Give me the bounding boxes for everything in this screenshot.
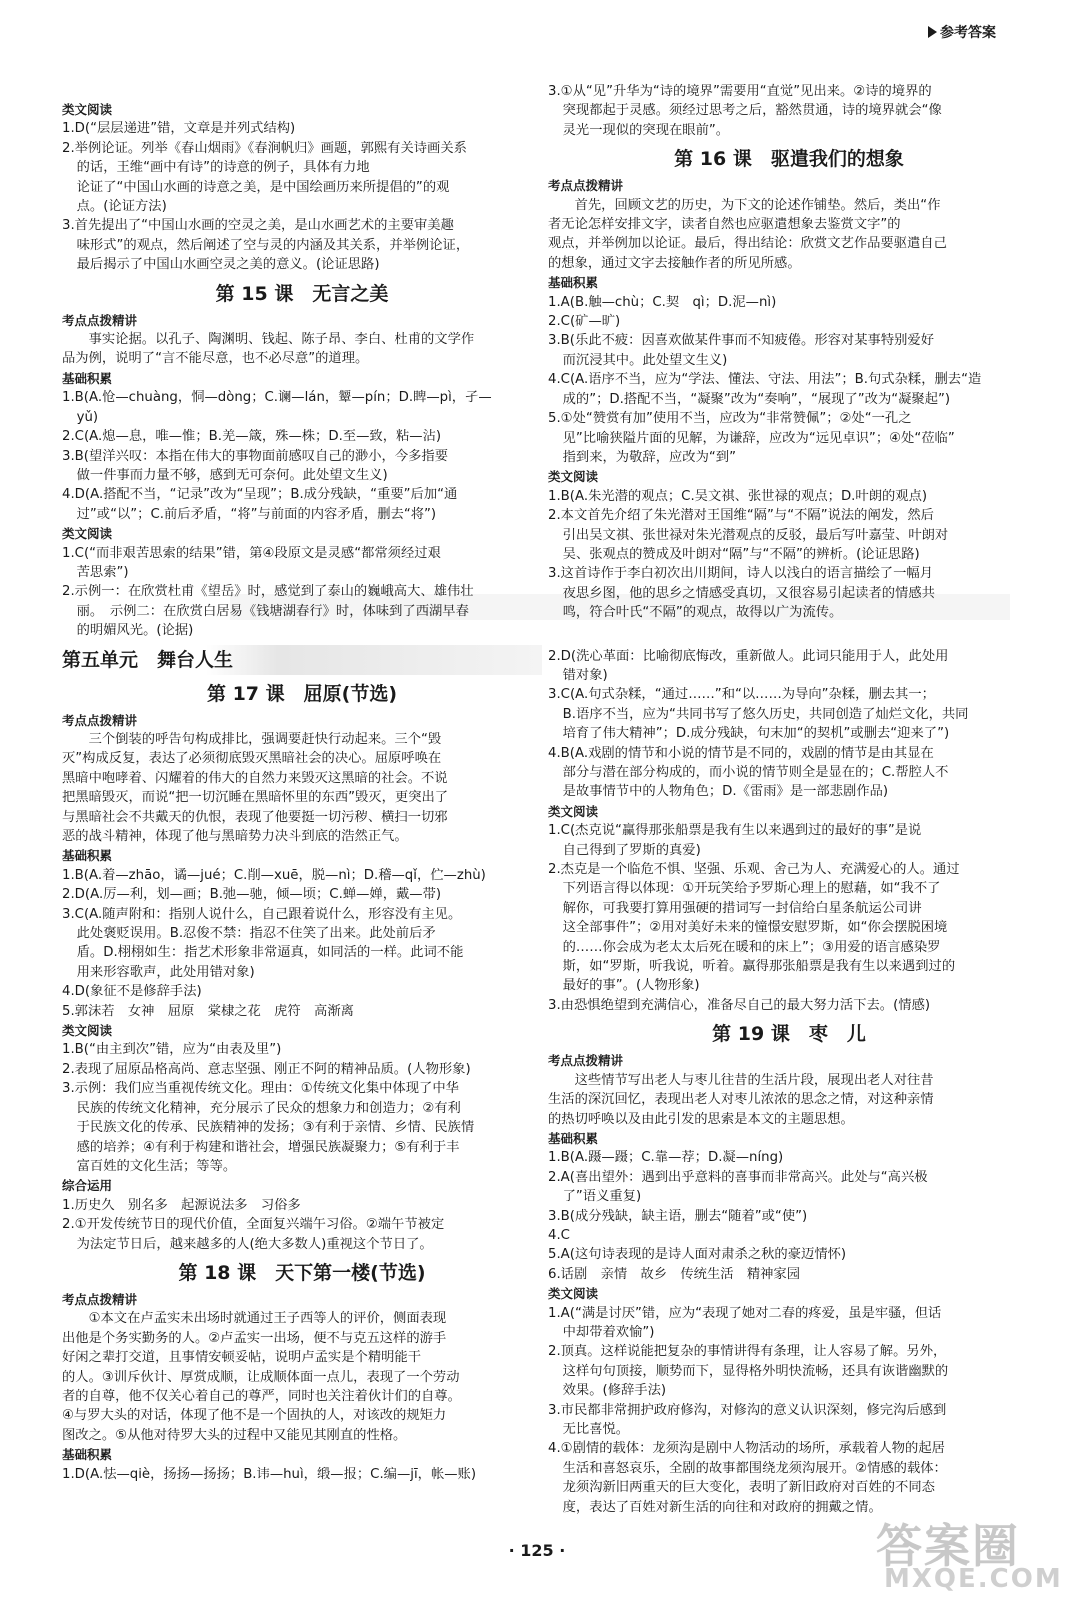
section-heading: 类文阅读 xyxy=(548,803,599,819)
answer-line-cont: 民族的传统文化精神，充分展示了民众的想象力和创造力；②有利 xyxy=(76,1100,461,1116)
section-heading: 类文阅读 xyxy=(62,102,113,117)
answer-line-cont: 生活和喜怒哀乐，全剧的故事都围绕龙须沟展开。②情感的载体： xyxy=(562,1460,947,1476)
answer-line-cont: 而沉浸其中。此处望文生义) xyxy=(562,352,728,368)
answer-line-cont: 于民族文化的传承、民族精神的发扬；③有利于亲情、乡情、民族情 xyxy=(76,1120,475,1136)
answer-line: 与黑暗社会不共戴天的仇恨，表现了他要挺一切污秽、横扫一切邪 xyxy=(62,809,448,825)
section-heading: 基础积累 xyxy=(62,1447,113,1463)
answer-line: 3.示例：我们应当重视传统文化。理由：①传统文化集中体现了中华 xyxy=(62,1081,459,1097)
answer-line-cont: 引出吴文祺、张世禄对朱光潜观点的反驳，最后写叶嘉莹、叶朗对 xyxy=(562,527,949,543)
section-heading: 考点点拨精讲 xyxy=(548,1053,624,1069)
answer-line: 2.C(A.熄—息，唯—惟；B.羌—箴，殊—株；D.至—致，粘—沾) xyxy=(62,429,442,445)
spacer xyxy=(548,623,1030,647)
answer-line: 3.C(A.句式杂糅，“通过……”和“以……为导向”杂糅，删去其一； xyxy=(548,687,935,703)
answer-line: 者的自尊，他不仅关心着自己的尊严，同时也关注着伙计们的自尊。 xyxy=(62,1388,461,1404)
section-heading: 考点点拨精讲 xyxy=(62,712,138,728)
answer-line: 灭”构成反复，表达了必须彻底毁灭黑暗社会的决心。屈原呼唤在 xyxy=(62,751,442,767)
answer-line: 3.B(望洋兴叹：本指在伟大的事物面前感叹自己的渺小，今多指要 xyxy=(62,448,449,464)
answer-line: 3.首先提出了“中国山水画的空灵之美，是山水画艺术的主要审美趣 xyxy=(62,218,454,234)
section-header xyxy=(928,22,996,42)
answer-line-cont: 灵光一现似的突现在眼前”。 xyxy=(562,122,730,138)
answer-line: ④与罗大头的对话，体现了他不是一个固执的人，对该改的规矩力 xyxy=(62,1408,447,1424)
answer-line: 者无论怎样安排文字，读者自然也应驱遣想象去鉴赏文字”的 xyxy=(548,217,901,233)
answer-line-cont: 为法定节日后，越来越多的人(绝大多数人)重视这个节日了。 xyxy=(76,1236,433,1252)
left-column xyxy=(62,100,542,1484)
answer-line-cont: 部分与潜在部分构成的，而小说的情节则全是显在的；C.帮腔人不 xyxy=(562,765,949,780)
answer-line: 黑暗中咆哮着、闪耀着的伟大的自然力来毁灭这黑暗的社会。不说 xyxy=(62,770,448,786)
unit-title: 第五单元 舞台人生 xyxy=(62,645,542,675)
answer-line: 生活的深沉回忆，表现出老人对枣儿浓浓的思念之情，对这种亲情 xyxy=(548,1092,934,1108)
section-heading: 基础积累 xyxy=(548,1130,599,1146)
answer-line: 图改之。⑤从他对待罗大头的过程中又能见其刚直的性格。 xyxy=(62,1427,407,1443)
answer-line-cont: 龙须沟新旧两重天的巨大变化，表明了新旧政府对百姓的不同态 xyxy=(562,1480,935,1496)
answer-line-cont: 指到来，为敬辞，应改为“到” xyxy=(562,449,736,465)
answer-line-cont: 斯，如“罗斯，听我说，听着。赢得那张船票是我有生以来遇到过的 xyxy=(562,959,956,975)
answer-line-cont: 盾。D.栩栩如生：指艺术形象非常逼真，如同活的一样。此词不能 xyxy=(76,945,464,961)
answer-line: 1.D(“层层递进”错，文章是并列式结构) xyxy=(62,121,296,137)
answer-line: 2.举例论证。列举《春山烟雨》《春涧帆归》画题，郭熙有关诗画关系 xyxy=(62,140,467,156)
answer-line-cont: 错对象) xyxy=(562,667,608,683)
paragraph-line: 三个倒装的呼告句构成排比，强调要赶快行动起来。三个“毁 xyxy=(88,731,442,747)
answer-line: 恶的战斗精神，体现了他与黑暗势力决斗到底的浩然正气。 xyxy=(62,829,408,844)
answer-line-cont: B.语序不当，应为“共同书写了悠久历史，共同创造了灿烂文化，共同 xyxy=(562,706,969,722)
answer-line: 1.B(“由主到次”错，应为“由表及里”) xyxy=(62,1042,282,1058)
lesson-title: 第 15 课 无言之美 xyxy=(215,282,389,305)
answer-line-cont: 吴、张观点的赞成及叶朗对“隔”与“不隔”的辨析。(论证思路) xyxy=(562,546,920,562)
answer-line: 1.B(A.蹑—蹑；C.靠—荐；D.凝—níng) xyxy=(548,1150,784,1166)
answer-line-cont: 丽。 示例二：在欣赏白居易《钱塘湖春行》时，体味到了西湖早春 xyxy=(76,603,469,619)
section-heading: 基础积累 xyxy=(548,275,599,291)
answer-line-cont: 的话，王维“画中有诗”的诗意的例子，具体有力地 xyxy=(76,160,370,176)
watermark-text-main: 答案圈 xyxy=(876,1519,1020,1573)
answer-line-cont: 成的”；D.搭配不当，“凝聚”改为“奏响”，“展现了”改为“凝聚起”) xyxy=(562,391,951,407)
lesson-title: 第 16 课 驱遣我们的想象 xyxy=(674,148,904,171)
lesson-title: 第 17 课 屈原(节选) xyxy=(206,682,398,705)
header-label: 参考答案 xyxy=(940,25,996,41)
answer-line: 3.由恐惧绝望到充满信心，准备尽自己的最大努力活下去。(情感) xyxy=(548,997,931,1013)
answer-line: 3.B(成分残缺，缺主语，删去“随着”或“使”) xyxy=(548,1208,808,1224)
answer-line: 3.C(A.随声附和：指别人说什么，自己跟着说什么，形容没有主见。 xyxy=(62,906,462,922)
answer-line: 1.B(A.着—zhāo，谲—jué；C.削—xuē，脱—nì；D.稽—qǐ，伫—zhù) xyxy=(62,867,486,883)
answer-line: 4.B(A.戏剧的情节和小说的情节是不同的，戏剧的情节是由其显在 xyxy=(548,745,934,761)
answer-line-cont: 这样句句顶接，顺势而下，显得格外明快流畅，还具有诙谐幽默的 xyxy=(562,1363,949,1379)
answer-line: 3.①从“见”升华为“诗的境界”需要用“直觉”见出来。②诗的境界的 xyxy=(548,84,932,99)
lesson-title: 第 18 课 天下第一楼(节选) xyxy=(178,1261,426,1284)
answer-line-cont: 用来形容歌声，此处用错对象) xyxy=(76,964,255,980)
answer-line: 3.B(乐此不疲：因喜欢做某件事而不知疲倦。形容对某事特别爱好 xyxy=(548,333,935,349)
answer-line-cont: 论证了“中国山水画的诗意之美，是中国绘画历来所提倡的”的观 xyxy=(76,179,450,195)
answer-line-cont: 做一件事而力量不够，感到无可奈何。此处望文生义) xyxy=(76,467,388,483)
answer-line: 的人。③训斥伙计、厚赏成顺，让成顺体面一点儿，表现了一个劳动 xyxy=(62,1369,460,1385)
answer-line: 1.B(A.朱光潜的观点；C.吴文祺、张世禄的观点；D.叶朗的观点) xyxy=(548,488,928,504)
paragraph-line: 首先，回顾文艺的历史，为下文的论述作铺垫。然后，类出“作 xyxy=(574,197,941,213)
section-heading: 类文阅读 xyxy=(548,1286,599,1302)
answer-line: 观点，并举例加以论证。最后，得出结论：欣赏文艺作品要驱遣自己 xyxy=(548,236,947,252)
answer-line-cont: 效果。(修辞手法) xyxy=(562,1383,667,1399)
answer-line: 2.顶真。这样说能把复杂的事情讲得有条理，让人容易了解。另外， xyxy=(548,1344,947,1360)
section-heading: 考点点拨精讲 xyxy=(62,312,138,328)
answer-line: 1.B(A.怆—chuàng，恫—dòng；C.谰—lán，颦—pín；D.睥—pì，孑— xyxy=(62,390,492,406)
answer-line-cont: 此处褒贬误用。B.忍俊不禁：指忍不住笑了出来。此处前后矛 xyxy=(76,926,436,942)
right-column xyxy=(548,82,1030,1517)
answer-line: 3.这首诗作于李白初次出川期间，诗人以浅白的语言描绘了一幅月 xyxy=(548,566,933,582)
answer-line: 把黑暗毁灭，而说“把一切沉睡在黑暗怀里的东西”毁灭，更突出了 xyxy=(62,790,449,806)
answer-line-cont: 解你，可我要打算用强硬的措词写一封信给白星条航运公司讲 xyxy=(562,900,922,916)
answer-line-cont: 夜思乡图，他的思乡之情感受真切，又很容易引起读者的情感共 xyxy=(562,585,935,601)
section-heading: 类文阅读 xyxy=(62,526,113,542)
triangle-marker-icon xyxy=(928,26,937,38)
section-heading: 考点点拨精讲 xyxy=(548,178,624,194)
answer-line-cont: 点。(论证方法) xyxy=(76,199,167,215)
answer-line-cont: 培育了伟大精神”；D.成分残缺，句末加“的契机”或删去“迎来了”) xyxy=(562,726,950,742)
answer-line: 的热切呼唤以及由此引发的思索是本文的主题思想。 xyxy=(548,1111,854,1127)
watermark-logo xyxy=(866,1510,1066,1596)
answer-line-cont: 这全部事件”；②用对美好未来的憧憬安慰罗斯，如“你会摆脱困境 xyxy=(562,920,948,936)
lesson-title: 第 19 课 枣 儿 xyxy=(712,1023,866,1046)
answer-line: 的想象，通过文字去接触作者的所见所感。 xyxy=(548,255,801,271)
section-heading: 类文阅读 xyxy=(548,469,599,485)
answer-line-cont: 了”语义重复) xyxy=(562,1189,642,1205)
section-heading: 类文阅读 xyxy=(62,1023,113,1039)
section-heading: 考点点拨精讲 xyxy=(62,1291,138,1307)
watermark-text-url: MXQE.COM xyxy=(884,1564,1063,1594)
answer-line-cont: 中却带着欢愉”) xyxy=(562,1324,655,1340)
answer-line: 1.C(“而非艰苦思索的结果”错，第④段原文是灵感“都常须经过艰 xyxy=(62,545,441,561)
answer-line: 6.话剧 亲情 故乡 传统生活 精神家园 xyxy=(548,1266,801,1282)
paragraph-line: 事实论据。以孔子、陶渊明、钱起、陈子昂、李白、杜甫的文学作 xyxy=(88,332,475,348)
answer-line: 3.市民都非常拥护政府修沟，对修沟的意义认识深刻，修完沟后感到 xyxy=(548,1402,947,1418)
answer-line: 4.C(A.语序不当，应为“学法、懂法、守法、用法”；B.句式杂糅，删去“造 xyxy=(548,372,982,388)
answer-line-cont: 苦思索”) xyxy=(76,564,129,580)
page-number: · 125 · xyxy=(508,1541,566,1560)
answer-line: 4.①剧情的载体：龙须沟是剧中人物活动的场所，承载着人物的起居 xyxy=(548,1441,945,1457)
answer-line: 2.D(洗心革面：比喻彻底悔改，重新做人。此词只能用于人，此处用 xyxy=(548,648,949,664)
section-heading: 综合运用 xyxy=(62,1178,113,1194)
answer-line-cont: yǔ) xyxy=(76,409,99,425)
answer-line: 2.表现了屈原品格高尚、意志坚强、刚正不阿的精神品质。(人物形象) xyxy=(62,1061,471,1077)
answer-line: 2.D(A.厉—利，划—画；B.弛—驰，倾—顷；C.蝉—婵，戴—带) xyxy=(62,887,442,903)
answer-line: 1.历史久 别名多 起源说法多 习俗多 xyxy=(62,1197,301,1213)
answer-line-cont: 最后揭示了中国山水画空灵之美的意义。(论证思路) xyxy=(76,257,380,273)
answer-line: 5.①处“赞赏有加”使用不当，应改为“非常赞佩”；②处“一孔之 xyxy=(548,411,912,427)
answer-line: 1.C(杰克说“赢得那张船票是我有生以来遇到过的最好的事”是说 xyxy=(548,823,922,839)
answer-line-cont: 最好的事”。(人物形象) xyxy=(562,978,700,994)
answer-line: 好闲之辈打交道，且事情安顿妥帖，说明卢孟实是个精明能干 xyxy=(62,1350,422,1366)
answer-line: 4.C xyxy=(548,1227,570,1243)
answer-line: 2.C(矿—旷) xyxy=(548,314,621,330)
answer-line: 1.A(B.触—chù；C.契 qì；D.泥—nì) xyxy=(548,294,777,310)
answer-line-cont: 过”或“以”；C.前后矛盾，“将”与前面的内容矛盾，删去“将”) xyxy=(76,506,437,522)
answer-line-cont: 味形式”的观点，然后阐述了空与灵的内涵及其关系，并举例论证， xyxy=(76,237,470,253)
answer-line-cont: 感的培养；④有利于构建和谐社会，增强民族凝聚力；⑤有利于丰 xyxy=(76,1139,460,1155)
section-heading: 基础积累 xyxy=(62,848,113,864)
answer-line-cont: 是故事情节中的人物角色；D.《雷雨》是一部悲剧作品) xyxy=(562,784,889,800)
answer-line: 2.示例一：在欣赏杜甫《望岳》时，感觉到了泰山的巍峨高大、雄伟壮 xyxy=(62,584,474,600)
paragraph-line: 这些情节写出老人与枣儿往昔的生活片段，展现出老人对往昔 xyxy=(574,1072,934,1088)
section-heading: 基础积累 xyxy=(62,370,113,386)
paragraph-line: ①本文在卢孟实未出场时就通过王子西等人的评价，侧面表现 xyxy=(88,1311,447,1327)
answer-line-cont: 的明媚风光。(论据) xyxy=(76,623,194,639)
answer-line: 4.D(A.搭配不当，“记录”改为“呈现”；B.成分残缺，“重要”后加“通 xyxy=(62,487,458,503)
answer-line: 4.D(象征不是修辞手法) xyxy=(62,984,202,1000)
answer-line-cont: 的……你会成为老太太后死在暖和的床上”；③用爱的语言感染罗 xyxy=(562,939,941,955)
answer-line-cont: 见”比喻狭隘片面的见解，为谦辞，应改为“远见卓识”；④处“莅临” xyxy=(562,430,955,446)
answer-line: 1.D(A.怯—qiè，扬扬—扬扬；B.讳—huì，缎—报；C.编—jī，帐—账) xyxy=(62,1466,477,1482)
answer-line: 5.郭沫若 女神 屈原 棠棣之花 虎符 高渐离 xyxy=(62,1003,354,1019)
answer-line: 2.杰克是一个临危不惧、坚强、乐观、舍己为人、充满爱心的人。通过 xyxy=(548,862,960,878)
answer-line: 1.A(“满是讨厌”错，应为“表现了她对二春的疼爱，虽是牢骚，但话 xyxy=(548,1305,942,1321)
answer-line: 品为例，说明了“言不能尽意，也不必尽意”的道理。 xyxy=(62,351,369,367)
answer-line: 出他是个务实勤务的人。②卢孟实一出场，便不与克五这样的游手 xyxy=(62,1330,447,1346)
answer-line-cont: 无比喜悦。 xyxy=(562,1422,630,1437)
answer-line: 2.①开发传统节日的现代价值，全面复兴端午习俗。②端午节被定 xyxy=(62,1217,445,1233)
answer-line-cont: 度，表达了百姓对新生活的向往和对政府的拥戴之情。 xyxy=(562,1499,882,1515)
answer-line-cont: 鸣，符合叶氏“不隔”的观点，故得以广为流传。 xyxy=(562,605,843,621)
answer-line: 2.A(喜出望外：遇到出乎意料的喜事而非常高兴。此处与“高兴极 xyxy=(548,1169,928,1185)
answer-line: 2.本文首先介绍了朱光潜对王国维“隔”与“不隔”说法的阐发，然后 xyxy=(548,508,934,524)
answer-line-cont: 自己得到了罗斯的真爱) xyxy=(562,842,701,858)
answer-line-cont: 下列语言得以体现：①开玩笑给予罗斯心理上的慰藉，如“我不了 xyxy=(562,881,941,897)
answer-line-cont: 富百姓的文化生活；等等。 xyxy=(76,1158,237,1174)
answer-line-cont: 突现都起于灵感。须经过思考之后，豁然贯通，诗的境界就会“像 xyxy=(562,103,942,119)
answer-line: 5.A(这句诗表现的是诗人面对肃杀之秋的豪迈情怀) xyxy=(548,1247,847,1263)
